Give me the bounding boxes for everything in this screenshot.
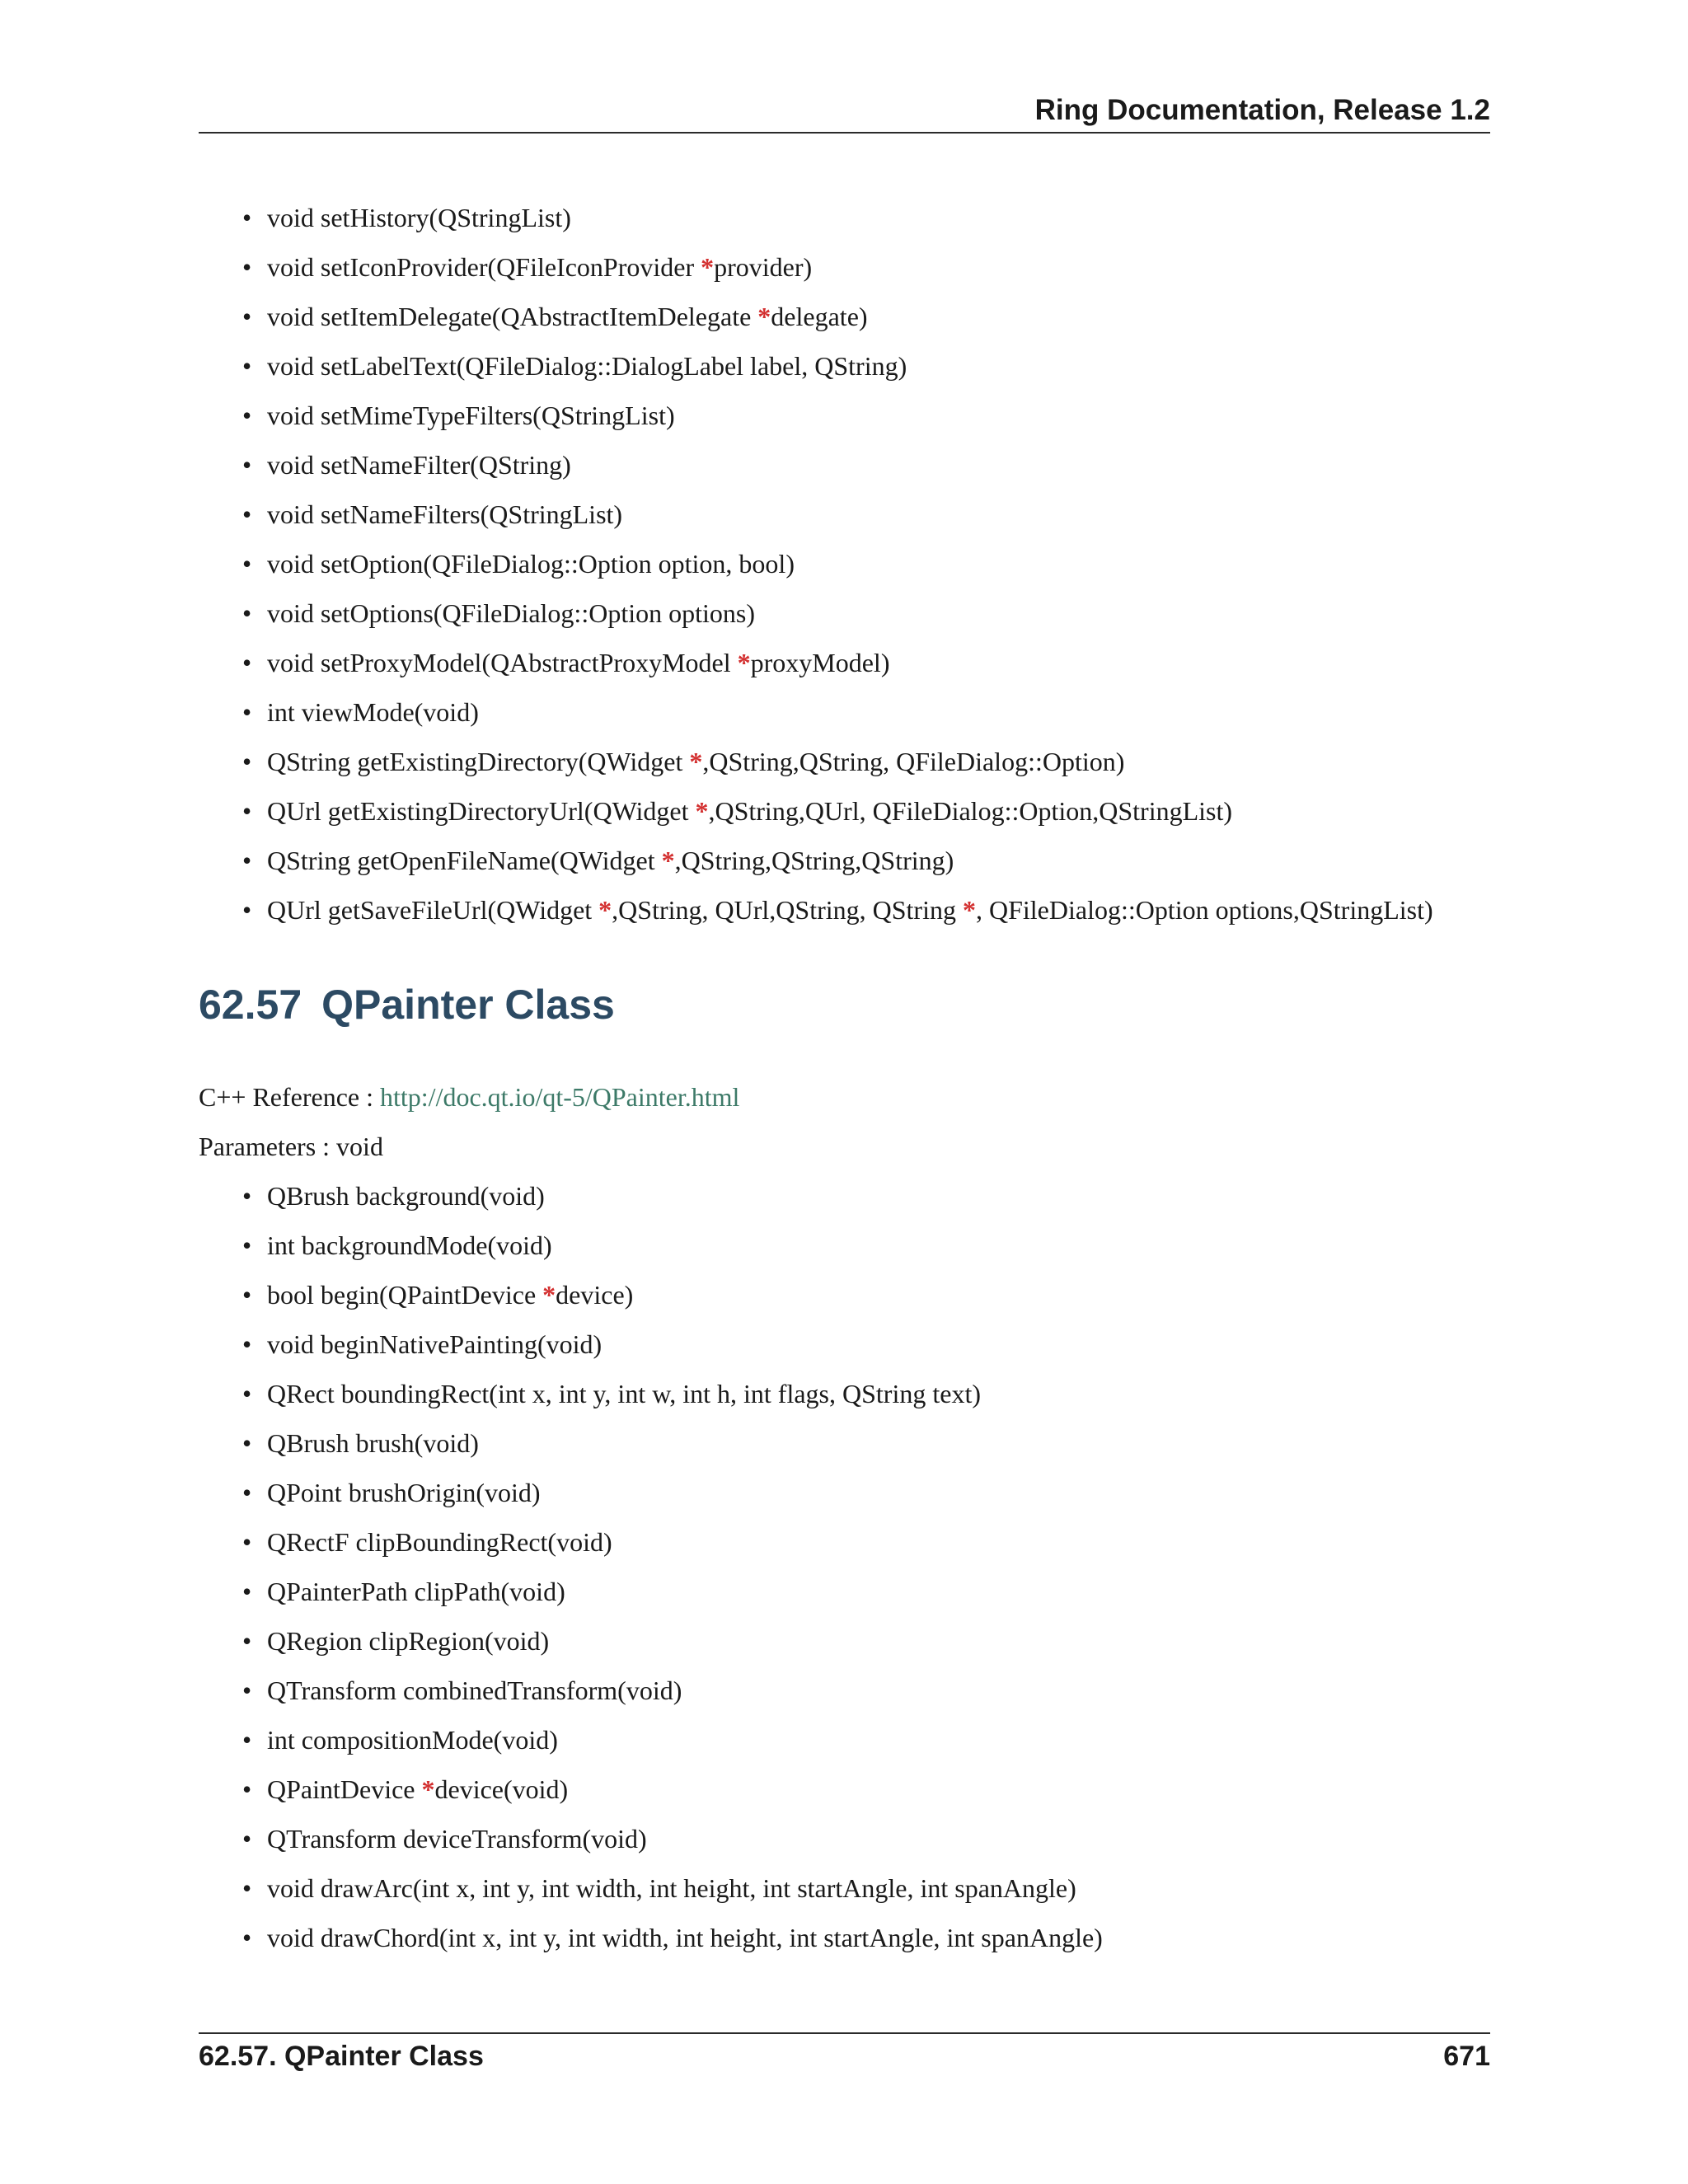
list-item <box>242 440 1561 490</box>
signature-text: QUrl getSaveFileUrl(QWidget <box>267 895 599 925</box>
signature-text: void drawArc(int x, int y, int width, int height, int startAngle, int spanAngle) <box>267 1873 1076 1903</box>
signature-text: QBrush background(void) <box>267 1181 545 1211</box>
list-item <box>242 292 1561 341</box>
bullet-icon: • <box>242 1181 252 1211</box>
list-item <box>242 687 1561 737</box>
section-title: QPainter Class <box>321 982 615 1028</box>
list-item <box>242 1270 1561 1319</box>
bullet-icon: • <box>242 1873 252 1903</box>
signature-text: int compositionMode(void) <box>267 1725 558 1755</box>
bullet-icon: • <box>242 1527 252 1557</box>
bullet-icon: • <box>242 1230 252 1260</box>
list-item <box>242 1221 1561 1270</box>
signature-text: QPaintDevice <box>267 1774 422 1804</box>
bullet-icon: • <box>242 1923 252 1952</box>
signature-text: QRectF clipBoundingRect(void) <box>267 1527 612 1557</box>
method-list-qpainter <box>242 1171 1561 1962</box>
bullet-icon: • <box>242 895 252 925</box>
list-item <box>242 1171 1561 1221</box>
signature-text: QUrl getExistingDirectoryUrl(QWidget <box>267 796 696 826</box>
bullet-icon: • <box>242 499 252 529</box>
pointer-star: * <box>542 1280 556 1310</box>
list-item <box>242 786 1561 836</box>
signature-text: QTransform combinedTransform(void) <box>267 1675 682 1705</box>
cpp-reference-line <box>199 1072 739 1122</box>
list-item <box>242 1616 1561 1666</box>
bullet-icon: • <box>242 1329 252 1359</box>
bullet-icon: • <box>242 203 252 232</box>
list-item <box>242 490 1561 539</box>
bullet-icon: • <box>242 1577 252 1606</box>
signature-text: void setMimeTypeFilters(QStringList) <box>267 401 675 430</box>
list-item <box>242 885 1561 935</box>
page-footer <box>199 2032 1490 2083</box>
cpp-reference-link[interactable]: http://doc.qt.io/qt-5/QPainter.html <box>380 1082 740 1112</box>
bullet-icon: • <box>242 549 252 579</box>
page-header <box>199 89 1490 134</box>
signature-text-cont: ,QString,QUrl, QFileDialog::Option,QStringList) <box>708 796 1233 826</box>
bullet-icon: • <box>242 1774 252 1804</box>
bullet-icon: • <box>242 401 252 430</box>
signature-text: int backgroundMode(void) <box>267 1230 552 1260</box>
method-list-qfiledialog <box>242 193 1561 935</box>
pointer-star: * <box>661 846 675 875</box>
footer-section-label: 62.57. QPainter Class <box>199 2041 484 2072</box>
signature-text: QPoint brushOrigin(void) <box>267 1478 541 1507</box>
bullet-icon: • <box>242 1675 252 1705</box>
bullet-icon: • <box>242 1626 252 1656</box>
running-title: Ring Documentation, Release 1.2 <box>1034 94 1490 126</box>
list-item <box>242 1863 1561 1913</box>
list-item <box>242 1715 1561 1765</box>
list-item <box>242 737 1561 786</box>
signature-text: int viewMode(void) <box>267 697 479 727</box>
list-item <box>242 1369 1561 1418</box>
list-item <box>242 539 1561 588</box>
bullet-icon: • <box>242 252 252 282</box>
signature-text: void beginNativePainting(void) <box>267 1329 603 1359</box>
bullet-icon: • <box>242 1379 252 1408</box>
signature-text: QString getOpenFileName(QWidget <box>267 846 662 875</box>
list-item <box>242 341 1561 391</box>
bullet-icon: • <box>242 1280 252 1310</box>
bullet-icon: • <box>242 1824 252 1854</box>
signature-text: QRegion clipRegion(void) <box>267 1626 550 1656</box>
section-number: 62.57 <box>199 982 302 1028</box>
bullet-icon: • <box>242 450 252 480</box>
list-item <box>242 193 1561 242</box>
signature-text: void setNameFilters(QStringList) <box>267 499 623 529</box>
list-item <box>242 1814 1561 1863</box>
list-item <box>242 588 1561 638</box>
signature-text: QTransform deviceTransform(void) <box>267 1824 647 1854</box>
list-item <box>242 836 1561 885</box>
list-item <box>242 1567 1561 1616</box>
signature-text: void setHistory(QStringList) <box>267 203 571 232</box>
bullet-icon: • <box>242 747 252 776</box>
bullet-icon: • <box>242 846 252 875</box>
signature-text-cont: proxyModel) <box>750 648 890 677</box>
list-item <box>242 391 1561 440</box>
signature-text: void drawChord(int x, int y, int width, int height, int startAngle, int spanAngle) <box>267 1923 1103 1952</box>
signature-text-cont: , QFileDialog::Option options,QStringList) <box>975 895 1433 925</box>
pointer-star: * <box>689 747 703 776</box>
signature-text: bool begin(QPaintDevice <box>267 1280 543 1310</box>
signature-text: void setNameFilter(QString) <box>267 450 571 480</box>
pointer-star: * <box>695 796 709 826</box>
footer-page-number: 671 <box>1443 2041 1490 2072</box>
signature-text: void setOptions(QFileDialog::Option options) <box>267 598 755 628</box>
signature-text: void setOption(QFileDialog::Option option, bool) <box>267 549 795 579</box>
bullet-icon: • <box>242 648 252 677</box>
bullet-icon: • <box>242 1725 252 1755</box>
pointer-star: * <box>701 252 715 282</box>
bullet-icon: • <box>242 351 252 381</box>
pointer-star: * <box>421 1774 435 1804</box>
bullet-icon: • <box>242 796 252 826</box>
signature-text-cont: ,QString, QUrl,QString, QString <box>612 895 963 925</box>
cpp-reference-label: C++ Reference : <box>199 1082 380 1112</box>
signature-text: QString getExistingDirectory(QWidget <box>267 747 690 776</box>
signature-text-cont: ,QString,QString,QString) <box>674 846 954 875</box>
pointer-star: * <box>598 895 612 925</box>
list-item <box>242 1418 1561 1468</box>
bullet-icon: • <box>242 598 252 628</box>
list-item <box>242 1913 1561 1962</box>
signature-text: QBrush brush(void) <box>267 1428 479 1458</box>
signature-text-cont: delegate) <box>771 302 868 331</box>
signature-text: QRect boundingRect(int x, int y, int w, int h, int flags, QString text) <box>267 1379 981 1408</box>
list-item <box>242 1319 1561 1369</box>
signature-text: void setItemDelegate(QAbstractItemDelegate <box>267 302 758 331</box>
signature-text: void setIconProvider(QFileIconProvider <box>267 252 701 282</box>
list-item <box>242 638 1561 687</box>
signature-text-cont: device) <box>556 1280 634 1310</box>
list-item <box>242 1468 1561 1517</box>
list-item <box>242 1517 1561 1567</box>
bullet-icon: • <box>242 1428 252 1458</box>
signature-text-cont: device(void) <box>434 1774 569 1804</box>
pointer-star: * <box>962 895 976 925</box>
list-item <box>242 1765 1561 1814</box>
signature-text: QPainterPath clipPath(void) <box>267 1577 565 1606</box>
list-item <box>242 1666 1561 1715</box>
signature-text-cont: ,QString,QString, QFileDialog::Option) <box>702 747 1125 776</box>
bullet-icon: • <box>242 697 252 727</box>
bullet-icon: • <box>242 1478 252 1507</box>
section-heading <box>199 981 615 1029</box>
parameters-line: Parameters : void <box>199 1132 383 1161</box>
list-item <box>242 242 1561 292</box>
pointer-star: * <box>737 648 751 677</box>
pointer-star: * <box>757 302 771 331</box>
bullet-icon: • <box>242 302 252 331</box>
signature-text-cont: provider) <box>714 252 813 282</box>
signature-text: void setProxyModel(QAbstractProxyModel <box>267 648 738 677</box>
signature-text: void setLabelText(QFileDialog::DialogLabel label, QString) <box>267 351 907 381</box>
